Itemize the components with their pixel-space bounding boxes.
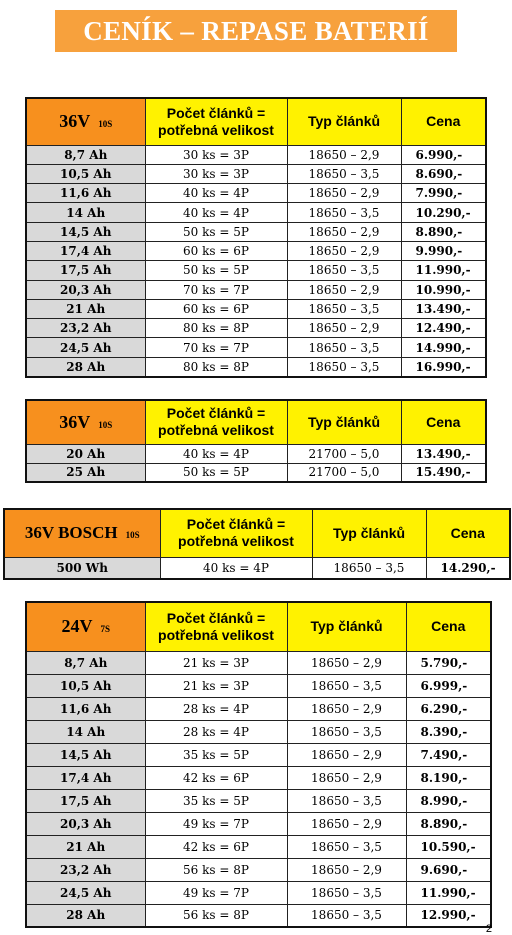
table-row (26, 789, 491, 812)
price-cell: 13.490,- (401, 299, 486, 318)
cell-type-cell: 18650 – 2,9 (287, 743, 406, 766)
table-row (26, 203, 486, 222)
price-cell: 8.390,- (406, 720, 491, 743)
cell-count-cell: 80 ks = 8P (145, 319, 287, 338)
cell-count-cell: 35 ks = 5P (145, 789, 287, 812)
cell-type-cell: 18650 – 3,5 (287, 835, 406, 858)
cell-type-cell: 18650 – 3,5 (287, 299, 401, 318)
voltage-header (26, 98, 145, 145)
table-row (26, 444, 486, 463)
table-row (26, 835, 491, 858)
price-cell: 11.990,- (406, 881, 491, 904)
cell-count-cell: 28 ks = 4P (145, 720, 287, 743)
table-row (26, 766, 491, 789)
count-header: Počet článků = potřebná velikost (160, 509, 312, 557)
cell-count-cell: 40 ks = 4P (145, 184, 287, 203)
capacity-cell: 10,5 Ah (26, 164, 145, 183)
cell-type-cell: 18650 – 2,9 (287, 319, 401, 338)
cell-count-cell: 80 ks = 8P (145, 357, 287, 376)
price-cell: 16.990,- (401, 357, 486, 376)
cell-type-cell: 18650 – 3,5 (287, 203, 401, 222)
voltage-label: 36V BOSCH (24, 523, 118, 543)
table-row (4, 557, 510, 579)
cell-type-cell: 18650 – 2,9 (287, 651, 406, 674)
cell-type-cell: 18650 – 2,9 (287, 812, 406, 835)
cell-type-cell: 18650 – 3,5 (312, 557, 426, 579)
type-header: Typ článků (287, 400, 401, 444)
series-label: 7S (100, 624, 110, 635)
price-cell: 14.290,- (426, 557, 510, 579)
cell-count-cell: 21 ks = 3P (145, 651, 287, 674)
capacity-cell: 8,7 Ah (26, 145, 145, 164)
table-row (26, 881, 491, 904)
capacity-cell: 17,5 Ah (26, 789, 145, 812)
table-row (26, 222, 486, 241)
cell-type-cell: 18650 – 2,9 (287, 858, 406, 881)
page-title: CENÍK – REPASE BATERIÍ (55, 10, 457, 52)
cell-type-cell: 18650 – 3,5 (287, 881, 406, 904)
cell-count-cell: 60 ks = 6P (145, 241, 287, 260)
voltage-label: 36V (59, 411, 91, 432)
price-cell: 6.290,- (406, 697, 491, 720)
capacity-cell: 24,5 Ah (26, 338, 145, 357)
page-number: 2 (485, 923, 492, 935)
cell-type-cell: 18650 – 2,9 (287, 766, 406, 789)
capacity-cell: 21 Ah (26, 299, 145, 318)
price-table (25, 399, 487, 483)
cell-count-cell: 42 ks = 6P (145, 766, 287, 789)
price-cell: 9.690,- (406, 858, 491, 881)
table-row (26, 674, 491, 697)
capacity-cell: 11,6 Ah (26, 697, 145, 720)
voltage-label: 24V (61, 616, 93, 637)
cell-count-cell: 49 ks = 7P (145, 881, 287, 904)
table-row (26, 164, 486, 183)
cell-type-cell: 18650 – 3,5 (287, 261, 401, 280)
price-cell: 5.790,- (406, 651, 491, 674)
cell-count-cell: 30 ks = 3P (145, 164, 287, 183)
series-label: 10S (98, 419, 113, 430)
price-cell: 12.490,- (401, 319, 486, 338)
capacity-cell: 17,4 Ah (26, 241, 145, 260)
cell-type-cell: 18650 – 3,5 (287, 674, 406, 697)
price-table (25, 601, 492, 928)
table-row (26, 743, 491, 766)
table-row (26, 904, 491, 927)
price-header: Cena (401, 400, 486, 444)
capacity-cell: 28 Ah (26, 904, 145, 927)
table-row (26, 261, 486, 280)
cell-count-cell: 50 ks = 5P (145, 261, 287, 280)
price-cell: 8.690,- (401, 164, 486, 183)
capacity-cell: 14,5 Ah (26, 743, 145, 766)
capacity-cell: 14 Ah (26, 203, 145, 222)
capacity-cell: 21 Ah (26, 835, 145, 858)
capacity-cell: 28 Ah (26, 357, 145, 376)
table-row (26, 241, 486, 260)
cell-count-cell: 21 ks = 3P (145, 674, 287, 697)
count-header: Počet článků = potřebná velikost (145, 98, 287, 145)
cell-type-cell: 18650 – 2,9 (287, 184, 401, 203)
table-row (26, 858, 491, 881)
price-header: Cena (406, 602, 491, 651)
capacity-cell: 14,5 Ah (26, 222, 145, 241)
cell-type-cell: 18650 – 3,5 (287, 789, 406, 812)
cell-count-cell: 42 ks = 6P (145, 835, 287, 858)
capacity-cell: 24,5 Ah (26, 881, 145, 904)
table-row (26, 299, 486, 318)
cell-type-cell: 18650 – 3,5 (287, 904, 406, 927)
count-header: Počet článků = potřebná velikost (145, 400, 287, 444)
table-row (26, 280, 486, 299)
cell-count-cell: 56 ks = 8P (145, 858, 287, 881)
cell-count-cell: 35 ks = 5P (145, 743, 287, 766)
cell-type-cell: 18650 – 2,9 (287, 280, 401, 299)
cell-type-cell: 18650 – 3,5 (287, 720, 406, 743)
table-row (26, 357, 486, 376)
table-row (26, 697, 491, 720)
cell-count-cell: 40 ks = 4P (145, 203, 287, 222)
cell-count-cell: 28 ks = 4P (145, 697, 287, 720)
price-cell: 7.990,- (401, 184, 486, 203)
price-cell: 9.990,- (401, 241, 486, 260)
table-row (26, 463, 486, 482)
capacity-cell: 23,2 Ah (26, 858, 145, 881)
capacity-cell: 17,5 Ah (26, 261, 145, 280)
voltage-header (26, 400, 145, 444)
cell-type-cell: 21700 – 5,0 (287, 444, 401, 463)
type-header: Typ článků (312, 509, 426, 557)
voltage-label: 36V (59, 111, 91, 132)
type-header: Typ článků (287, 602, 406, 651)
table-row (26, 720, 491, 743)
price-header: Cena (401, 98, 486, 145)
capacity-cell: 23,2 Ah (26, 319, 145, 338)
table-row (26, 812, 491, 835)
price-header: Cena (426, 509, 510, 557)
cell-count-cell: 70 ks = 7P (145, 338, 287, 357)
capacity-cell: 14 Ah (26, 720, 145, 743)
series-label: 10S (98, 119, 113, 130)
table-row (26, 338, 486, 357)
cell-count-cell: 60 ks = 6P (145, 299, 287, 318)
table-row (26, 651, 491, 674)
price-table (25, 97, 487, 378)
table-row (26, 184, 486, 203)
cell-type-cell: 18650 – 2,9 (287, 697, 406, 720)
price-cell: 14.990,- (401, 338, 486, 357)
price-cell: 6.990,- (401, 145, 486, 164)
table-row (26, 145, 486, 164)
cell-type-cell: 18650 – 3,5 (287, 338, 401, 357)
voltage-header (26, 602, 145, 651)
capacity-cell: 500 Wh (4, 557, 160, 579)
price-cell: 10.990,- (401, 280, 486, 299)
cell-count-cell: 50 ks = 5P (145, 463, 287, 482)
price-cell: 12.990,- (406, 904, 491, 927)
price-cell: 8.190,- (406, 766, 491, 789)
voltage-header (4, 509, 160, 557)
cell-type-cell: 18650 – 3,5 (287, 357, 401, 376)
series-label: 10S (125, 530, 140, 541)
cell-count-cell: 40 ks = 4P (160, 557, 312, 579)
capacity-cell: 20,3 Ah (26, 280, 145, 299)
capacity-cell: 17,4 Ah (26, 766, 145, 789)
cell-count-cell: 49 ks = 7P (145, 812, 287, 835)
price-cell: 8.990,- (406, 789, 491, 812)
cell-type-cell: 18650 – 2,9 (287, 222, 401, 241)
capacity-cell: 11,6 Ah (26, 184, 145, 203)
price-cell: 6.999,- (406, 674, 491, 697)
capacity-cell: 10,5 Ah (26, 674, 145, 697)
price-cell: 13.490,- (401, 444, 486, 463)
cell-count-cell: 30 ks = 3P (145, 145, 287, 164)
cell-type-cell: 18650 – 3,5 (287, 164, 401, 183)
cell-type-cell: 21700 – 5,0 (287, 463, 401, 482)
capacity-cell: 20,3 Ah (26, 812, 145, 835)
price-table (3, 508, 511, 580)
price-cell: 10.290,- (401, 203, 486, 222)
cell-count-cell: 56 ks = 8P (145, 904, 287, 927)
cell-type-cell: 18650 – 2,9 (287, 241, 401, 260)
cell-count-cell: 70 ks = 7P (145, 280, 287, 299)
table-row (26, 319, 486, 338)
price-cell: 8.890,- (406, 812, 491, 835)
cell-count-cell: 50 ks = 5P (145, 222, 287, 241)
capacity-cell: 20 Ah (26, 444, 145, 463)
type-header: Typ článků (287, 98, 401, 145)
price-cell: 10.590,- (406, 835, 491, 858)
cell-type-cell: 18650 – 2,9 (287, 145, 401, 164)
capacity-cell: 25 Ah (26, 463, 145, 482)
price-cell: 15.490,- (401, 463, 486, 482)
price-cell: 11.990,- (401, 261, 486, 280)
cell-count-cell: 40 ks = 4P (145, 444, 287, 463)
capacity-cell: 8,7 Ah (26, 651, 145, 674)
price-cell: 8.890,- (401, 222, 486, 241)
price-cell: 7.490,- (406, 743, 491, 766)
count-header: Počet článků = potřebná velikost (145, 602, 287, 651)
